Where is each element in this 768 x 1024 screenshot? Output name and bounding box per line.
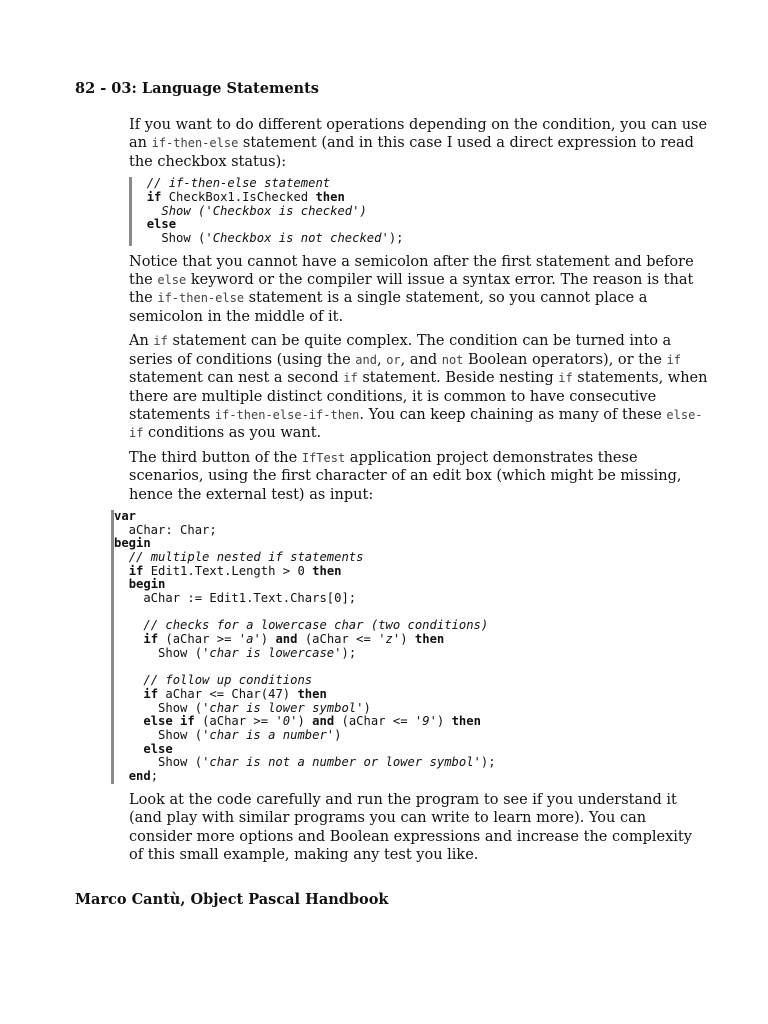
code-keyword: if xyxy=(128,563,144,578)
code-comment: // follow up conditions xyxy=(143,673,313,688)
text-run: statement can be quite complex. The condition can be turned into a series of conditions (using the xyxy=(129,333,672,368)
text-run: , and xyxy=(400,351,442,368)
code-token xyxy=(132,190,147,204)
code-keyword: then xyxy=(312,563,342,578)
code-keyword: if xyxy=(143,686,159,701)
code-keyword: end xyxy=(128,769,151,783)
paragraph xyxy=(129,332,709,442)
code-token xyxy=(114,550,129,564)
code-line xyxy=(114,565,709,579)
code-string: 'char is not a number or lower symbol' xyxy=(202,755,481,770)
code-token xyxy=(114,742,143,756)
code-comment: // multiple nested if statements xyxy=(128,550,364,564)
inline-code: IfTest xyxy=(301,450,346,465)
code-line xyxy=(114,688,709,702)
code-string: 'a' xyxy=(238,632,261,647)
code-token xyxy=(114,564,129,578)
code-token: aChar := Edit1.Text.Chars[0]; xyxy=(114,591,357,606)
code-token: (aChar <= xyxy=(334,714,415,729)
page-footer: Marco Cantù, Object Pascal Handbook xyxy=(75,891,389,908)
code-comment: // checks for a lowercase char (two conditions) xyxy=(143,618,489,633)
code-token xyxy=(114,769,129,783)
code-keyword: then xyxy=(297,686,327,701)
code-token xyxy=(114,687,143,701)
code-keyword: and xyxy=(312,714,335,729)
code-token xyxy=(132,204,161,218)
code-line xyxy=(114,661,709,675)
code-keyword: then xyxy=(451,714,481,729)
code-token xyxy=(114,673,143,687)
code-line xyxy=(132,205,709,219)
code-line xyxy=(114,537,709,551)
code-line xyxy=(114,592,709,606)
code-string: 'z' xyxy=(378,632,401,647)
code-token: ); xyxy=(388,230,404,245)
code-keyword: and xyxy=(275,632,298,647)
code-line xyxy=(114,633,709,647)
inline-code: not xyxy=(441,352,464,367)
code-token: CheckBox1.IsChecked xyxy=(161,189,316,204)
page-header: 82 - 03: Language Statements xyxy=(75,80,319,97)
text-run: The third button of the xyxy=(129,449,302,466)
code-keyword: else xyxy=(143,741,173,756)
code-token: ); xyxy=(480,755,496,770)
code-token xyxy=(114,618,143,632)
code-line xyxy=(114,619,709,633)
paragraph xyxy=(129,449,709,504)
code-line xyxy=(132,191,709,205)
text-run: Boolean operators), or the xyxy=(463,351,667,368)
code-line xyxy=(114,715,709,729)
text-run: statement is a single statement, so you cannot place a semicolon in the middle of it. xyxy=(129,290,648,325)
code-token xyxy=(132,217,147,231)
page-content xyxy=(114,116,709,870)
code-block xyxy=(129,177,709,245)
code-line xyxy=(114,524,709,538)
code-line xyxy=(114,729,709,743)
code-token: Show ( xyxy=(114,727,203,742)
code-token: ) xyxy=(436,714,452,729)
inline-code: if xyxy=(558,371,573,386)
code-token: ; xyxy=(150,769,159,783)
code-line xyxy=(114,743,709,757)
code-keyword: begin xyxy=(128,577,166,592)
code-token: ) xyxy=(334,727,342,742)
code-string: Show ('Checkbox is checked') xyxy=(161,203,367,218)
code-token: aChar <= Char(47) xyxy=(158,686,298,701)
inline-code: else-if xyxy=(129,407,703,441)
code-string: 'Checkbox is not checked' xyxy=(205,230,389,245)
inline-code: if-then-else-if-then xyxy=(214,407,360,422)
code-token xyxy=(132,176,147,190)
code-keyword: var xyxy=(114,508,137,523)
code-token xyxy=(114,632,143,646)
code-token: ); xyxy=(341,645,357,660)
code-token: ) xyxy=(363,700,371,715)
code-line xyxy=(114,647,709,661)
code-keyword: then xyxy=(315,189,345,204)
text-run: An xyxy=(129,333,154,350)
inline-code: if-then-else xyxy=(157,291,245,306)
text-run: Notice that you cannot have a semicolon after the first statement and before the xyxy=(129,253,694,289)
text-run: keyword or the compiler will issue a syntax error. The reason is that the xyxy=(129,272,694,307)
code-line xyxy=(114,770,709,784)
code-token: Show ( xyxy=(114,645,203,660)
inline-code: else xyxy=(157,273,187,288)
code-token: aChar: Char; xyxy=(114,522,217,537)
text-run: application project demonstrates these scenarios, using the first character of an edit box (which might be missing, hence the external test) as input: xyxy=(129,449,682,503)
text-run: statements, when there are multiple distinct conditions, it is common to have consecutive statements xyxy=(129,370,708,423)
code-line xyxy=(114,702,709,716)
code-token: (aChar >= xyxy=(194,714,276,729)
code-token xyxy=(114,714,143,728)
code-line xyxy=(132,232,709,246)
code-line xyxy=(132,218,709,232)
code-token: ) xyxy=(297,714,313,729)
inline-code: if xyxy=(343,371,358,386)
code-line xyxy=(114,756,709,770)
text-run: . You can keep chaining as many of these xyxy=(359,406,667,423)
inline-code: if-then-else xyxy=(151,136,239,151)
inline-code: and xyxy=(355,352,377,367)
text-run: , xyxy=(376,351,387,368)
paragraph xyxy=(129,791,709,865)
code-line xyxy=(132,177,709,191)
text-run: Look at the code carefully and run the program to see if you understand it (and play with similar programs you can write to learn more). You can consider more options and Boolean expressions and increase the complexity of this small example, making any test you like. xyxy=(129,791,692,863)
code-string: 'char is lowercase' xyxy=(202,645,342,660)
code-keyword: begin xyxy=(114,536,151,551)
text-run: statement. Beside nesting xyxy=(357,370,559,387)
inline-code: or xyxy=(386,352,401,367)
code-token: (aChar <= xyxy=(297,632,379,647)
code-token: ) xyxy=(260,632,276,647)
code-string: 'char is lower symbol' xyxy=(202,700,364,715)
code-token: (aChar >= xyxy=(158,632,239,647)
text-run: statement (and in this case I used a direct expression to read the checkbox status): xyxy=(129,135,694,170)
code-comment: // if-then-else statement xyxy=(146,176,331,191)
code-string: '0' xyxy=(275,714,298,729)
code-keyword: else if xyxy=(143,714,195,729)
code-token xyxy=(114,577,129,591)
text-run: statement can nest a second xyxy=(129,370,344,387)
code-line xyxy=(114,510,709,524)
paragraph xyxy=(129,116,709,171)
code-string: '9' xyxy=(414,714,437,729)
code-keyword: if xyxy=(146,189,162,204)
code-keyword: if xyxy=(143,632,159,647)
text-run: conditions as you want. xyxy=(143,425,322,442)
code-line xyxy=(114,551,709,565)
code-token: Show ( xyxy=(132,230,206,245)
code-keyword: else xyxy=(146,217,177,232)
code-token: Show ( xyxy=(114,755,203,770)
code-block xyxy=(111,510,709,784)
code-string: 'char is a number' xyxy=(202,727,335,742)
code-token: Edit1.Text.Length > 0 xyxy=(143,563,313,578)
code-token: Show ( xyxy=(114,700,203,715)
code-line xyxy=(114,674,709,688)
text-run: If you want to do different operations depending on the condition, you can use an xyxy=(129,117,708,152)
code-keyword: then xyxy=(414,632,445,647)
code-line xyxy=(114,578,709,592)
code-line xyxy=(114,606,709,620)
paragraph xyxy=(129,253,709,327)
code-token: ) xyxy=(400,632,415,647)
inline-code: if xyxy=(666,352,682,367)
inline-code: if xyxy=(153,334,168,349)
